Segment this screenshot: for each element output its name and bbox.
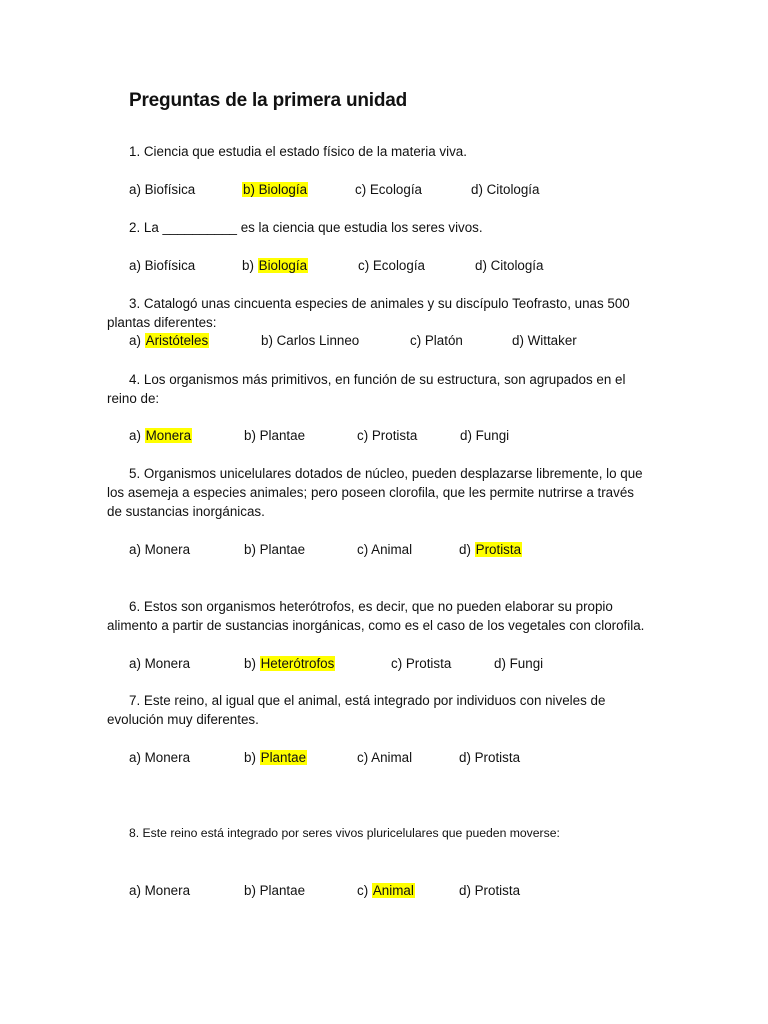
question-text: 3. Catalogó unas cincuenta especies de animales y su discípulo Teofrasto, unas 500 <box>129 296 630 311</box>
answer-highlight: Plantae <box>260 750 307 765</box>
option-a-correct: a) Monera <box>129 428 192 443</box>
option-b-correct: b) Plantae <box>244 750 307 765</box>
question-text: 5. Organismos unicelulares dotados de núcleo, pueden desplazarse libremente, lo que <box>129 466 643 481</box>
question-4 <box>107 370 667 408</box>
question-text: 4. Los organismos más primitivos, en función de su estructura, son agrupados en el <box>129 372 626 387</box>
option-c: c) Animal <box>357 750 413 765</box>
option-b: b) Plantae <box>244 542 306 557</box>
answer-highlight: Heterótrofos <box>260 656 335 671</box>
question-text: 6. Estos son organismos heterótrofos, es decir, que no pueden elaborar su propio <box>129 599 613 614</box>
question-text: 8. Este reino está integrado por seres vivos pluricelulares que pueden moverse: <box>129 826 560 840</box>
question-text: alimento a partir de sustancias inorgánicas, como es el caso de los vegetales con clorofila. <box>107 618 645 633</box>
question-6 <box>107 597 667 635</box>
answer-highlight: b) Biología <box>243 182 308 197</box>
option-a-correct: a) Aristóteles <box>129 333 209 348</box>
question-text: 1. Ciencia que estudia el estado físico de la materia viva. <box>129 144 467 159</box>
question-text: plantas diferentes: <box>107 315 217 330</box>
option-d: d) Fungi <box>494 656 544 671</box>
page-title: Preguntas de la primera unidad <box>129 90 408 111</box>
option-a: a) Monera <box>129 883 191 898</box>
answer-highlight: Animal <box>372 883 414 898</box>
question-3 <box>107 294 667 332</box>
option-d: d) Citología <box>471 182 540 197</box>
option-d-correct: d) Protista <box>459 542 522 557</box>
option-c: c) Protista <box>357 428 418 443</box>
option-c: c) Ecología <box>358 258 425 273</box>
question-text: de sustancias inorgánicas. <box>107 504 265 519</box>
option-b-correct <box>242 181 308 198</box>
answer-highlight: Protista <box>475 542 522 557</box>
question-text: evolución muy diferentes. <box>107 712 259 727</box>
question-text: 2. La __________ es la ciencia que estudia los seres vivos. <box>129 220 483 235</box>
option-b: b) Plantae <box>244 428 306 443</box>
option-a: a) Biofísica <box>129 182 196 197</box>
option-d: d) Wittaker <box>512 333 577 348</box>
option-c-correct: c) Animal <box>357 883 414 898</box>
option-b-correct: b) Biología <box>242 258 308 273</box>
option-a: a) Biofísica <box>129 258 196 273</box>
option-c: c) Ecología <box>355 182 422 197</box>
option-a: a) Monera <box>129 656 191 671</box>
question-1 <box>107 142 667 161</box>
question-8 <box>107 824 667 843</box>
option-c: c) Animal <box>357 542 413 557</box>
option-b: b) Carlos Linneo <box>261 333 360 348</box>
option-c: c) Protista <box>391 656 452 671</box>
option-d: d) Citología <box>475 258 544 273</box>
option-c: c) Platón <box>410 333 463 348</box>
option-b-correct: b) Heterótrofos <box>244 656 335 671</box>
option-a: a) Monera <box>129 750 191 765</box>
answer-highlight: Biología <box>258 258 308 273</box>
question-5 <box>107 464 667 521</box>
option-d: d) Protista <box>459 750 521 765</box>
question-2 <box>107 218 667 237</box>
answer-highlight: Aristóteles <box>145 333 209 348</box>
question-text: 7. Este reino, al igual que el animal, está integrado por individuos con niveles de <box>129 693 606 708</box>
option-b: b) Plantae <box>244 883 306 898</box>
answer-highlight: Monera <box>145 428 192 443</box>
question-text: reino de: <box>107 391 160 406</box>
question-text: los asemeja a especies animales; pero poseen clorofila, que les permite nutrirse a través <box>107 485 634 500</box>
option-a: a) Monera <box>129 542 191 557</box>
option-d: d) Protista <box>459 883 521 898</box>
question-7 <box>107 691 667 729</box>
option-d: d) Fungi <box>460 428 510 443</box>
